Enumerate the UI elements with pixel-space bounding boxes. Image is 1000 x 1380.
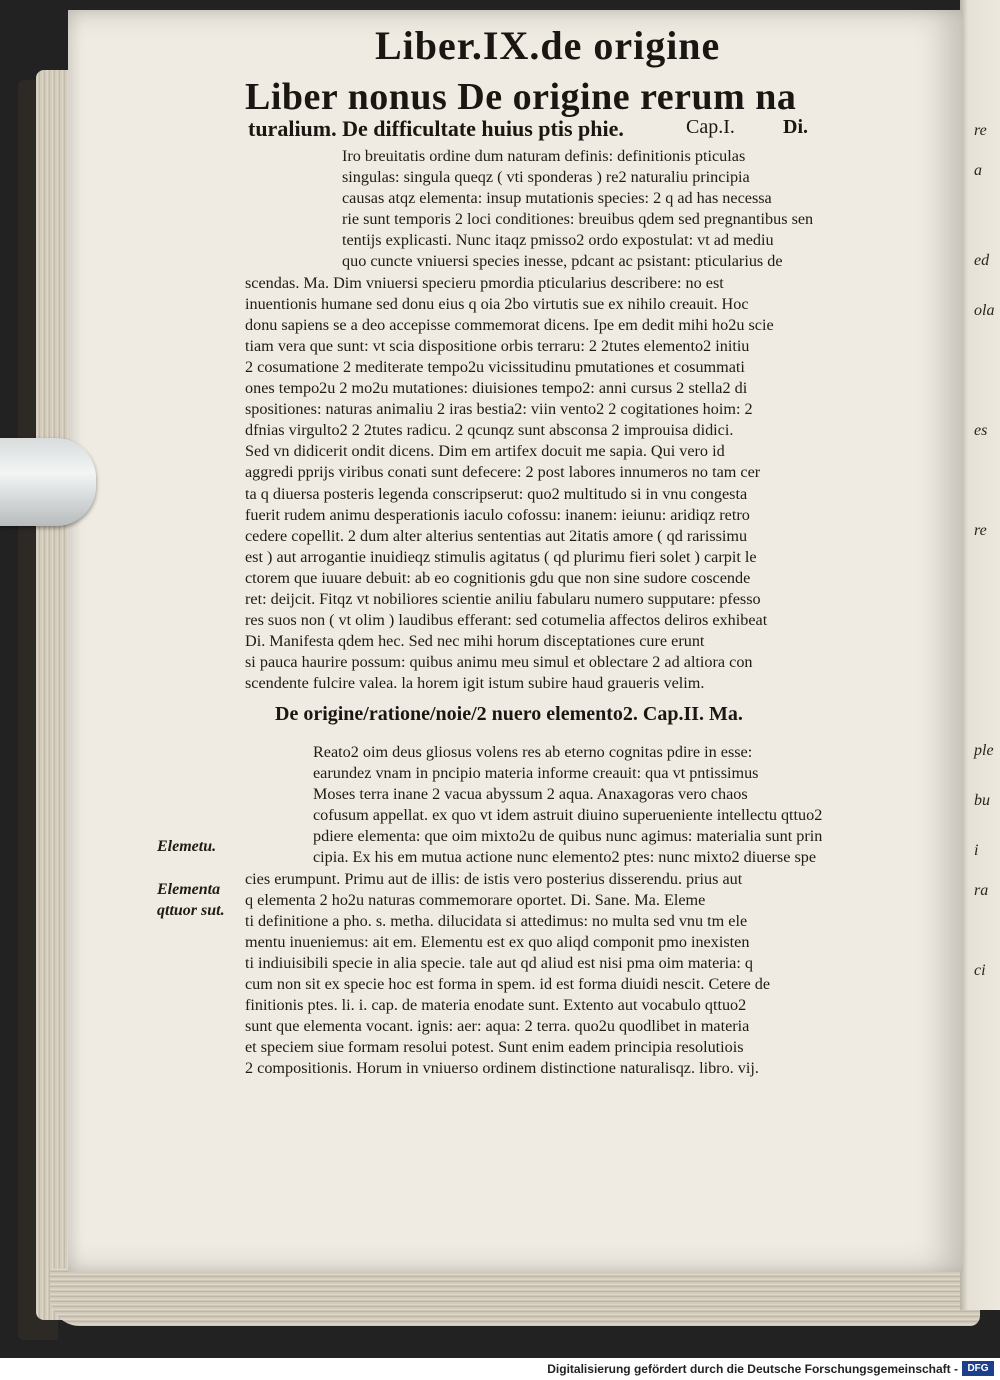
text-line: earundez vnam in pncipio materia informe creauit: qua vt pntissimus <box>313 764 759 783</box>
text-line: tiam vera que sunt: vt scia dispositione orbis terraru: 2 2tutes elemento2 initiu <box>245 336 750 355</box>
text-line: res suos non ( vt olim ) laudibus efferant: sed cotumelia affectos deliros exhibeat <box>245 611 768 630</box>
text-line: Iro breuitatis ordine dum naturam definis: definitionis pticulas <box>342 147 746 165</box>
text-line: et speciem siue formam resolui potest. Sunt enim eadem principia resolutiois <box>245 1038 744 1057</box>
text-line: dfnias virgulto2 2 2tutes radicu. 2 qcunqz sunt absconsa 2 improuisa didici. <box>245 421 734 440</box>
text-line: Reato2 oim deus gliosus volens res ab eterno cognitas pdire in esse: <box>313 743 753 761</box>
page-bottom-edge <box>50 1268 980 1326</box>
chapter-number: Cap.I. <box>686 116 735 138</box>
text-line: ctorem que iuuare debuit: ab eo cognitionis gdu que non sine sudore coscende <box>245 568 751 587</box>
text-line: inuentionis humane sed donu eius q oia 2bo virtutis sue ex nihilo creauit. Hoc <box>245 294 749 313</box>
facing-page-fragment: ra <box>974 882 989 899</box>
text-line: q elementa 2 ho2u naturas commemorare oportet. Di. Sane. Ma. Eleme <box>245 890 706 909</box>
running-head: Liber.IX.de origine <box>375 23 721 68</box>
text-line: ti definitione a pho. s. metha. dilucidata si attedimus: no multa sed vnu tm ele <box>245 911 748 930</box>
facing-page-fragment: ple <box>974 742 994 759</box>
text-line: rie sunt temporis 2 loci conditiones: breuibus qdem sed pregnantibus sen <box>342 210 814 229</box>
facing-page-fragment: i <box>974 842 979 859</box>
funding-credit: Digitalisierung gefördert durch die Deutsche Forschungsgemeinschaft - <box>547 1362 958 1376</box>
margin-note: Elemetu. <box>157 838 217 855</box>
text-line: si pauca haurire possum: quibus animu meu simul et oblectare 2 ad altiora con <box>245 653 753 672</box>
text-line: mentu inueniemus: ait em. Elementu est ex quo aliqd componit pmo inexisten <box>245 932 750 951</box>
text-line: causas atqz elementa: insup mutationis species: 2 q ad has necessa <box>342 189 772 208</box>
chapter-2-heading: De origine/ratione/noie/2 nuero elemento2. Cap.II. Ma. <box>275 703 743 725</box>
book-clip <box>0 438 96 526</box>
facing-page-fragment: re <box>974 122 987 139</box>
text-line: Di. Manifesta qdem hec. Sed nec mihi horum disceptationes cure erunt <box>245 632 705 651</box>
facing-page-edge <box>960 0 1000 1310</box>
facing-page-fragment: a <box>974 162 982 179</box>
paragraph-1 <box>245 146 875 694</box>
paragraph-2 <box>245 742 875 1080</box>
text-line: est ) aut arrogantie inuidieqz stimulis agitatus ( qd plurimu fieri solet ) carpit le <box>245 547 757 566</box>
text-line: cum non sit ex specie hoc est forma in spem. id est forma diuidi nescit. Cetere de <box>245 975 771 994</box>
title-line-2 <box>248 116 868 144</box>
text-line: Moses terra inane 2 vacua abyssum 2 aqua. Anaxagoras vero chaos <box>313 785 748 804</box>
text-line: finitionis ptes. li. i. cap. de materia enodate sunt. Extento aut vocabulo qttuo2 <box>245 996 747 1015</box>
margin-note: qttuor sut. <box>157 902 225 919</box>
text-line: ones tempo2u 2 mo2u mutationes: diuisiones tempo2: anni cursus 2 stella2 di <box>245 379 748 398</box>
text-line: ret: deijcit. Fitqz vt nobiliores scientie aniliu fabularu numero supputare: pfesso <box>245 589 761 608</box>
speaker-label: Di. <box>783 116 808 138</box>
text-line: cies erumpunt. Primu aut de illis: de istis vero posterius disserendu. prius aut <box>245 869 743 888</box>
text-line: 2 cosumatione 2 mediterate tempo2u vicissitudinu pmutationes et cosummati <box>245 357 745 376</box>
facing-page-fragment: es <box>974 422 988 439</box>
text-line: ta q diuersa posteris legenda conscripserut: quo2 multitudo si in vnu congesta <box>245 484 748 503</box>
text-line: sunt que elementa vocant. ignis: aer: aqua: 2 terra. quo2u quodlibet in materia <box>245 1017 750 1036</box>
text-line: pdiere elementa: que oim mixto2u de quibus nunc agimus: materialia sunt prin <box>313 827 823 846</box>
dfg-logo: DFG <box>962 1361 994 1376</box>
text-line: Sed vn didicerit ondit dicens. Dim em artifex docuit me sapia. Qui vero id <box>245 442 725 461</box>
footer-bar <box>0 1358 1000 1380</box>
text-line: cedere copellit. 2 dum alter alterius sententias aut 2itatis amore ( qd rarissimu <box>245 526 748 545</box>
text-line: quo cuncte vniuersi species inesse, pdcant ac psistant: pticularius de <box>342 252 783 271</box>
text-line: ti indiuisibili specie in alia specie. tale aut qd aliud est nisi pma oim materia: q <box>245 953 753 972</box>
facing-page-fragment: ci <box>974 962 986 979</box>
facing-page-fragment: re <box>974 522 987 539</box>
facing-page-fragment: ed <box>974 252 990 269</box>
text-line: spositiones: naturas animaliu 2 iras bestia2: viin vento2 2 cogitationes hoim: 2 <box>245 400 753 419</box>
text-line: donu sapiens se a deo accepisse commemorat dicens. Ipe em dedit mihi ho2u scie <box>245 315 774 334</box>
facing-page-fragment: bu <box>974 792 990 809</box>
text-line: tentijs explicasti. Nunc itaqz pmisso2 ordo expostulat: vt ad mediu <box>342 231 774 250</box>
text-line: cipia. Ex his em mutua actione nunc elemento2 ptes: nunc mixto2 diuerse spe <box>313 848 817 867</box>
text-line: cofusum appellat. ex quo vt idem astruit diuino superueniente intellectu qttuo2 <box>313 806 823 825</box>
text-line: fuerit rudem animu desperationis iaculo cofossu: inanem: ieiunu: aridiqz retro <box>245 505 750 524</box>
text-line: 2 compositionis. Horum in vniuerso ordinem distinctione naturalisqz. libro. vij. <box>245 1059 759 1078</box>
text-line: aggredi pprijs viribus conati sunt defecere: 2 post labores innumeros no tam cer <box>245 463 761 482</box>
chapter-title: turalium. De difficultate huius ptis phie. <box>248 116 624 141</box>
text-line: scendas. Ma. Dim vniuersi specieru pmordia pticularius describere: no est <box>245 273 724 292</box>
text-line: scendente fulcire valea. la horem igit istum subire haud graueris velim. <box>245 674 705 693</box>
text-line: singulas: singula queqz ( vti sponderas ) re2 naturaliu principia <box>342 168 750 187</box>
facing-page-fragment: ola <box>974 302 995 319</box>
book-title: Liber nonus De origine rerum na <box>245 76 797 118</box>
margin-note: Elementa <box>157 881 221 898</box>
